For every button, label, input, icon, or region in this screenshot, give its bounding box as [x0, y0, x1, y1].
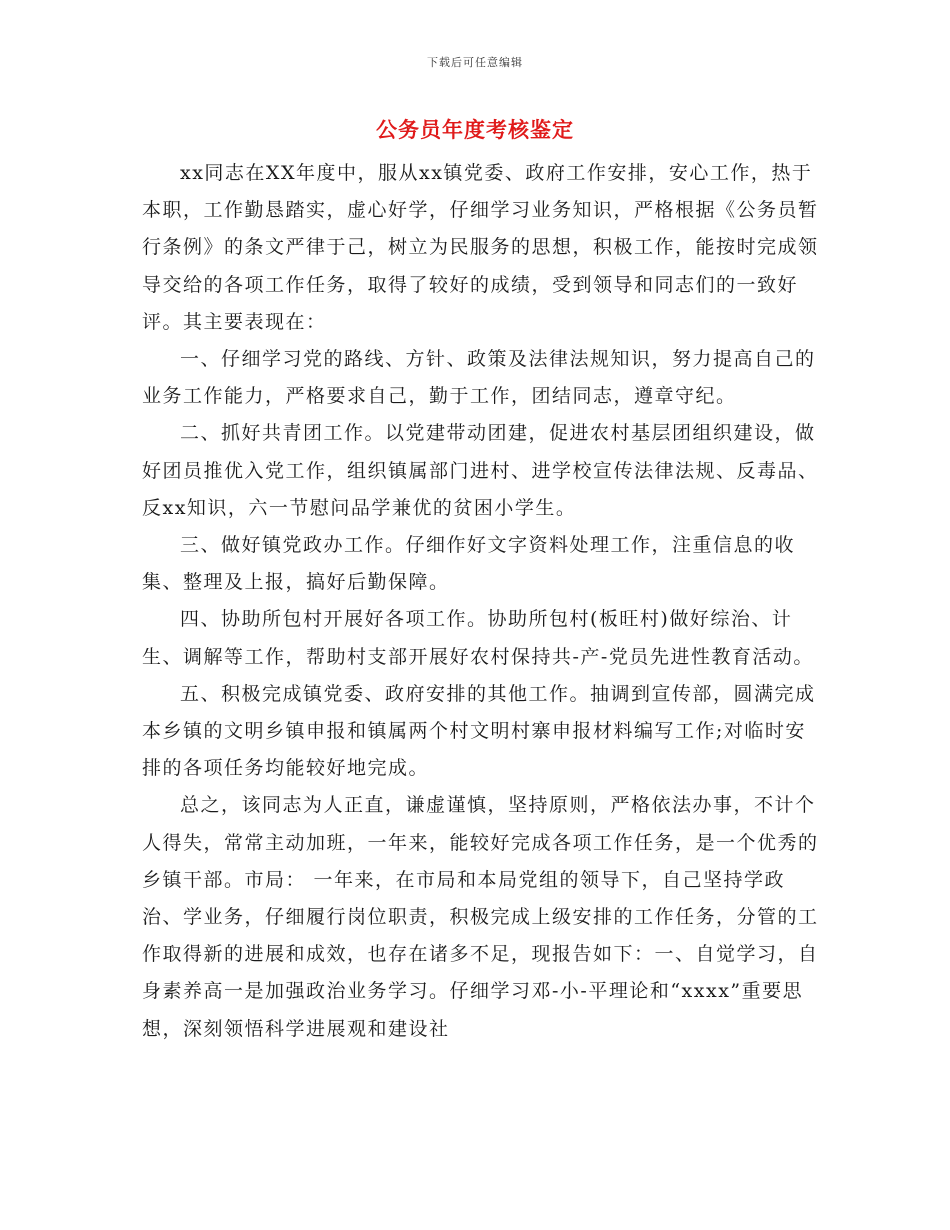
- paragraph-item-1: 一、仔细学习党的路线、方针、政策及法律法规知识，努力提高自己的业务工作能力，严格要求自己，勤于工作，团结同志，遵章守纪。: [142, 348, 816, 408]
- paragraph-intro: xx同志在XX年度中，服从xx镇党委、政府工作安排，安心工作，热于本职，工作勤恳踏实，虚心好学，仔细学习业务知识，严格根据《公务员暂行条例》的条文严律于己，树立为民服务的思想，积极工作，能按时完成领导交给的各项工作任务，取得了较好的成绩，受到领导和同志们的一致好评。其主要表现在：: [142, 162, 819, 333]
- paragraph-summary: 总之，该同志为人正直，谦虚谨慎，坚持原则，严格依法办事，不计个人得失，常常主动加班，一年来，能较好完成各项工作任务，是一个优秀的乡镇干部。市局： 一年来，在市局和本局党组的领导下，自己坚持学政治、学业务，仔细履行岗位职责，积极完成上级安排的工作任务，分管的工作取得新的进展和成效，也存在诸多不足，现报告如下：一、自觉学习，自身素养高一是加强政治业务学习。仔细学习邓-小-平理论和“xxxx”重要思想，深刻领悟科学进展观和建设社: [142, 794, 819, 1040]
- document-title: 公务员年度考核鉴定: [376, 118, 574, 142]
- paragraph-item-5: 五、积极完成镇党委、政府安排的其他工作。抽调到宣传部，圆满完成本乡镇的文明乡镇申报和镇属两个村文明村寨申报材料编写工作;对临时安排的各项任务均能较好地完成。: [142, 682, 816, 780]
- header-note: 下载后可任意编辑: [427, 56, 523, 69]
- paragraph-item-2: 二、抓好共青团工作。以党建带动团建，促进农村基层团组织建设，做好团员推优入党工作，组织镇属部门进村、进学校宣传法律法规、反毒品、反xx知识，六一节慰问品学兼优的贫困小学生。: [142, 422, 819, 519]
- document-body: [142, 155, 822, 1048]
- paragraph-item-3: 三、做好镇党政办工作。仔细作好文字资料处理工作，注重信息的收集、整理及上报，搞好后勤保障。: [142, 534, 796, 594]
- paragraph-item-4: 四、协助所包村开展好各项工作。协助所包村(板旺村)做好综治、计生、调解等工作，帮助村支部开展好农村保持共-产-党员先进性教育活动。: [142, 608, 814, 668]
